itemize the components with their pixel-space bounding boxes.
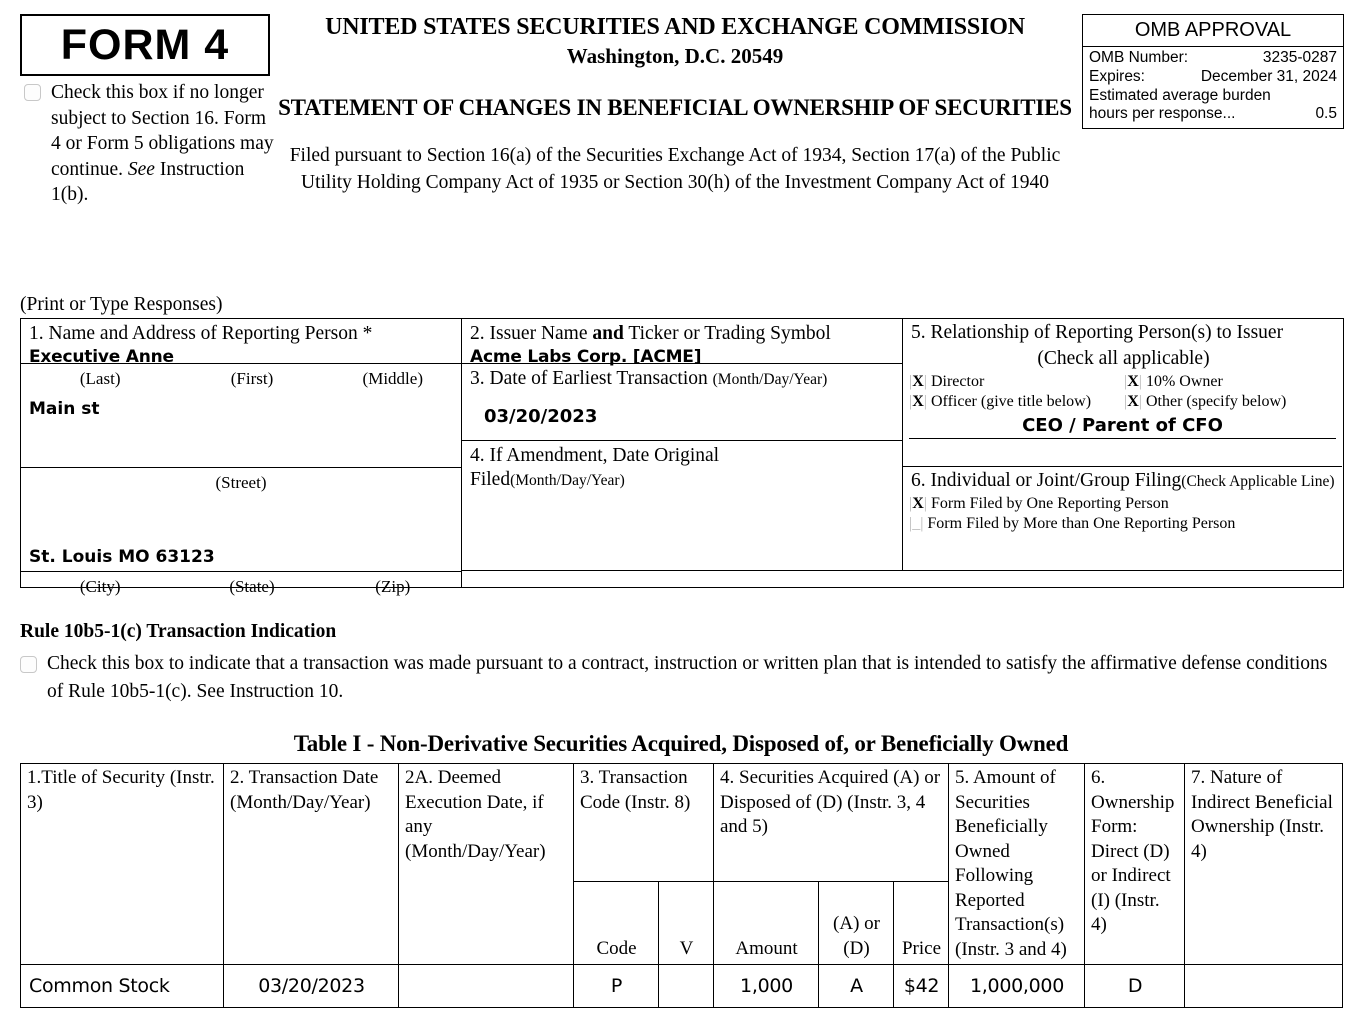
box4-label-line2: [470, 468, 894, 493]
filed-pursuant-text: Filed pursuant to Section 16(a) of the Securities Exchange Act of 1934, Section 17(a) of the Public Utility Holding Company Act of 1935 or Section 30(h) of the Investment Company Act of 1940: [289, 145, 1061, 193]
checkbox-officer-mark: X: [912, 393, 924, 410]
checkbox-director-label: Director: [930, 373, 985, 390]
box4-label-format: (Month/Day/Year): [510, 472, 625, 489]
checkbox-one-reporting-person-label: Form Filed by One Reporting Person: [930, 495, 1169, 512]
cell-transaction-code: P: [574, 965, 659, 1008]
reporting-person-info-grid: [20, 318, 1344, 596]
info-column-right: [903, 319, 1342, 571]
cell-nature-of-indirect: [1185, 965, 1343, 1008]
omb-burden-label-2: hours per response...: [1089, 105, 1236, 123]
label-street: (Street): [215, 473, 267, 492]
th-v: V: [659, 882, 714, 965]
form-number-label: FORM 4: [60, 20, 230, 69]
checkbox-other[interactable]: |X| Other (specify below): [1124, 393, 1287, 410]
box5-label: 5. Relationship of Reporting Person(s) to Issuer: [911, 322, 1284, 343]
reporting-person-name-value: Executive Anne: [29, 347, 174, 367]
no-longer-subject-label: [51, 80, 274, 208]
box3-date-cell: [462, 364, 902, 441]
cell-amount: 1,000: [714, 965, 819, 1008]
statement-title: STATEMENT OF CHANGES IN BENEFICIAL OWNERSHIP OF SECURITIES: [278, 95, 1072, 120]
agency-city: Washington, D.C. 20549: [566, 44, 784, 68]
cell-ownership-form: D: [1085, 965, 1185, 1008]
table1-title: Table I - Non-Derivative Securities Acquired, Disposed of, or Beneficially Owned: [293, 731, 1069, 756]
checkbox-more-than-one-mark: _: [912, 515, 921, 532]
cell-title-of-security: Common Stock: [21, 965, 224, 1008]
checkbox-ten-percent-owner-label: 10% Owner: [1145, 373, 1223, 390]
agency-header: [262, 12, 1088, 196]
box6-label: [903, 467, 1342, 493]
rule-10b5-1-text: Check this box to indicate that a transaction was made pursuant to a contract, instruction or written plan that is intended to satisfy the affirmative defense conditions of Rule 10b5-1(c). See Instruction 10.: [47, 653, 1328, 702]
th-code: Code: [574, 882, 659, 965]
table-row: [21, 965, 1343, 1008]
omb-expires-row: [1089, 68, 1337, 87]
box2-label: [470, 322, 894, 346]
box6-filing-cell: [903, 467, 1342, 569]
checkbox-officer-label: Officer (give title below): [930, 393, 1092, 410]
no-longer-subject-text-1: Check this box if no longer subject to Section 16. Form 4 or Form 5 obligations may continue.: [51, 82, 274, 180]
checkbox-ten-percent-owner[interactable]: |X| 10% Owner: [1124, 373, 1223, 390]
box5-relationship-cell: [903, 319, 1342, 467]
box1-street-cell: [21, 364, 461, 468]
box5-options-row2: [909, 392, 1334, 412]
rule-10b5-1-title: Rule 10b5-1(c) Transaction Indication: [20, 621, 337, 642]
cell-deemed-execution-date: [399, 965, 574, 1008]
rule-10b5-1-body: [20, 650, 1342, 706]
box6-options: [903, 493, 1342, 534]
cell-price: $42: [894, 965, 949, 1008]
th-deemed-execution-date: 2A. Deemed Execution Date, if any (Month/Day/Year): [399, 764, 574, 965]
no-longer-subject-text-2: Instruction 1(b).: [51, 158, 245, 205]
th-price: Price: [894, 882, 949, 965]
cell-acquired-or-disposed: A: [819, 965, 894, 1008]
form-number-badge: [20, 14, 270, 76]
cell-v: [659, 965, 714, 1008]
officer-title-value: CEO / Parent of CFO: [1022, 415, 1223, 436]
box5-options-row1: [909, 372, 1334, 392]
table1-non-derivative: [20, 763, 1343, 1008]
omb-burden-value: 0.5: [1315, 105, 1337, 123]
info-column-middle: [462, 319, 903, 571]
table1-header-row-main: [21, 764, 1343, 882]
omb-number-row: [1089, 49, 1337, 68]
checkbox-officer[interactable]: |X| Officer (give title below): [909, 393, 1092, 410]
issuer-name-value: Acme Labs Corp. [ACME]: [470, 347, 702, 367]
no-longer-subject-block: [24, 80, 274, 208]
omb-approval-box: [1082, 14, 1344, 129]
checkbox-other-mark: X: [1127, 393, 1139, 410]
box5-sublabel: (Check all applicable): [1037, 348, 1210, 369]
address-part-labels: [21, 572, 461, 597]
omb-burden-label-1: Estimated average burden: [1089, 86, 1271, 104]
th-amount: Amount: [714, 882, 819, 965]
box6-label-main: 6. Individual or Joint/Group Filing: [911, 470, 1182, 491]
checkbox-more-than-one-label: Form Filed by More than One Reporting Person: [927, 515, 1236, 532]
cell-owned-after: 1,000,000: [949, 965, 1085, 1008]
reporting-person-city-value: St. Louis MO 63123: [29, 547, 215, 567]
box1-name-cell: [21, 319, 461, 367]
th-transaction-date: 2. Transaction Date (Month/Day/Year): [224, 764, 399, 965]
box4-label-filed: Filed: [470, 469, 511, 490]
omb-title: OMB APPROVAL: [1083, 15, 1343, 47]
omb-number-value: 3235-0287: [1262, 49, 1337, 66]
box2-label-1: 2. Issuer Name: [470, 323, 593, 344]
label-middle: (Middle): [362, 369, 423, 388]
checkbox-one-reporting-person-mark: X: [912, 495, 924, 512]
box2-label-2: Ticker or Trading Symbol: [623, 323, 831, 344]
th-securities-acquired-disposed: 4. Securities Acquired (A) or Disposed of (D) (Instr. 3, 4 and 5): [714, 764, 949, 882]
box1-label: 1. Name and Address of Reporting Person *: [29, 323, 373, 344]
page-header: [0, 0, 1350, 292]
box3-label: [462, 364, 902, 394]
print-or-type-note: (Print or Type Responses): [20, 294, 223, 315]
checkbox-one-reporting-person[interactable]: |X| Form Filed by One Reporting Person: [909, 495, 1169, 512]
omb-body: [1083, 47, 1343, 128]
reporting-person-street-value: Main st: [29, 399, 100, 419]
label-first: (First): [230, 369, 274, 388]
label-state: (State): [229, 577, 275, 596]
amendment-date-value: [462, 495, 902, 503]
th-acquired-or-disposed: (A) or (D): [819, 882, 894, 965]
checkbox-other-label: Other (specify below): [1145, 393, 1287, 410]
th-title-of-security: 1.Title of Security (Instr. 3): [21, 764, 224, 965]
th-ownership-form: 6. Ownership Form: Direct (D) or Indirect (I) (Instr. 4): [1085, 764, 1185, 965]
box6-label-small: (Check Applicable Line): [1181, 473, 1335, 490]
th-transaction-code: 3. Transaction Code (Instr. 8): [574, 764, 714, 882]
box4-label-line1: 4. If Amendment, Date Original: [470, 445, 720, 466]
box5-options: [903, 371, 1342, 412]
box4-amendment-cell: [462, 441, 902, 569]
name-part-labels: [21, 364, 461, 389]
rule-10b5-1-section: [20, 620, 1342, 706]
checkbox-director-mark: X: [912, 373, 924, 390]
omb-number-label: OMB Number:: [1089, 49, 1189, 66]
box1-citylabels-cell: [21, 572, 461, 610]
box2-issuer-cell: [462, 319, 902, 367]
cell-transaction-date: 03/20/2023: [224, 965, 399, 1008]
box3-label-main: 3. Date of Earliest Transaction: [470, 368, 713, 389]
no-longer-subject-checkbox[interactable]: [24, 84, 41, 101]
th-nature-of-indirect-ownership: 7. Nature of Indirect Beneficial Ownership (Instr. 4): [1185, 764, 1343, 965]
earliest-transaction-date-value: 03/20/2023: [484, 406, 598, 427]
th-amount-owned-after: 5. Amount of Securities Beneficially Owned Following Reported Transaction(s) (Instr. 3 and 4): [949, 764, 1085, 965]
omb-expires-label: Expires:: [1089, 67, 1145, 85]
label-city: (City): [79, 577, 121, 596]
box4-label: [462, 441, 902, 495]
label-last: (Last): [79, 369, 121, 388]
agency-name: UNITED STATES SECURITIES AND EXCHANGE COMMISSION: [325, 14, 1025, 40]
no-longer-subject-see: See: [127, 158, 155, 180]
omb-burden-row: [1089, 105, 1337, 124]
label-zip: (Zip): [375, 577, 411, 596]
info-column-left: [21, 319, 462, 596]
box2-label-and: and: [592, 323, 624, 344]
box1-city-cell: [21, 468, 461, 572]
checkbox-more-than-one-reporting-person[interactable]: |_| Form Filed by More than One Reporting Person: [909, 515, 1236, 532]
checkbox-ten-percent-owner-mark: X: [1127, 373, 1139, 390]
checkbox-director[interactable]: |X| Director: [909, 373, 985, 390]
officer-title-rule: [909, 438, 1336, 439]
omb-expires-value: December 31, 2024: [1200, 67, 1337, 85]
rule-10b5-1-checkbox[interactable]: [20, 656, 37, 673]
box3-label-format: (Month/Day/Year): [712, 371, 828, 388]
